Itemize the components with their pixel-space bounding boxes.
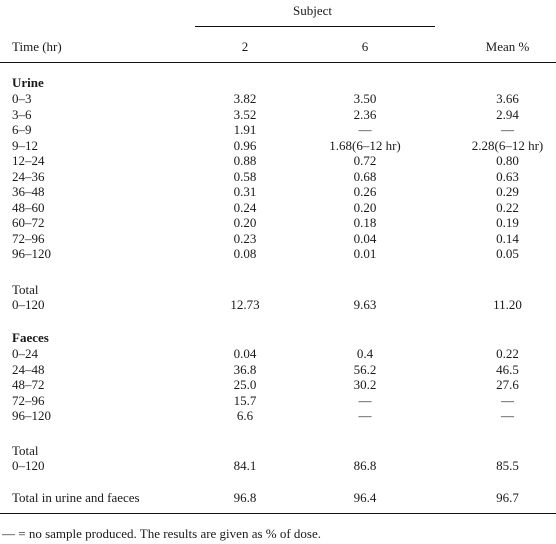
urine-row-subject-2: 3.52 <box>233 106 257 122</box>
urine-total-label: Total <box>12 282 39 297</box>
urine-row-subject-6: 0.04 <box>353 230 377 246</box>
urine-row-subject-2: 0.20 <box>233 215 257 230</box>
faeces-row-mean: 46.5 <box>496 361 519 377</box>
urine-row-mean: 0.80 <box>496 153 519 168</box>
urine-row-subject-6: 0.26 <box>353 184 377 199</box>
faeces-row-subject-6: 30.2 <box>353 377 377 392</box>
grand-total-label: Total in urine and faeces <box>12 490 140 505</box>
urine-row-mean: 0.29 <box>496 184 519 199</box>
urine-row-time: 9–12 <box>12 137 38 153</box>
urine-row-mean: 0.14 <box>496 230 519 246</box>
grand-total-s6: 96.4 <box>353 490 377 505</box>
urine-total-s2: 12.73 <box>230 297 260 312</box>
col-header-mean: Mean % <box>485 39 530 54</box>
faeces-row-subject-6: 56.2 <box>353 361 377 377</box>
faeces-row-subject-6: — <box>358 392 372 408</box>
urine-row-mean: 0.63 <box>496 168 519 184</box>
urine-row-time: 48–60 <box>12 199 45 215</box>
table-footnote: — = no sample produced. The results are given as % of dose. <box>2 526 322 541</box>
faeces-row-subject-2: 0.04 <box>233 346 257 361</box>
urine-row-mean: 2.28(6–12 hr) <box>471 137 544 153</box>
faeces-total-s2: 84.1 <box>233 458 257 473</box>
urine-row-subject-2: 0.31 <box>233 184 257 199</box>
urine-section-title: Urine <box>12 75 44 90</box>
faeces-row-subject-2: 25.0 <box>233 377 257 392</box>
urine-row-time: 3–6 <box>12 106 32 122</box>
faeces-total-time: 0–120 <box>12 458 45 473</box>
faeces-row-time: 0–24 <box>12 346 38 361</box>
urine-row-time: 6–9 <box>12 122 32 137</box>
col-header-subject-6: 6 <box>361 39 369 54</box>
faeces-row-subject-2: 6.6 <box>236 408 254 423</box>
urine-row-subject-6: 1.68(6–12 hr) <box>329 137 401 153</box>
urine-total-time: 0–120 <box>12 297 45 312</box>
urine-row-subject-2: 1.91 <box>233 122 257 137</box>
urine-row-subject-6: — <box>358 122 372 137</box>
faeces-row-subject-6: — <box>358 408 372 423</box>
faeces-row-time: 48–72 <box>12 377 45 392</box>
urine-row-subject-6: 0.72 <box>353 153 377 168</box>
urine-row-subject-2: 0.58 <box>233 168 257 184</box>
urine-row-subject-2: 0.08 <box>233 246 257 261</box>
subject-rule <box>195 26 435 27</box>
urine-row-subject-6: 0.18 <box>353 215 377 230</box>
urine-row-subject-2: 0.24 <box>233 199 257 215</box>
urine-row-time: 24–36 <box>12 168 45 184</box>
faeces-total-label: Total <box>12 443 39 458</box>
urine-row-subject-2: 3.82 <box>233 91 257 106</box>
urine-row-subject-6: 3.50 <box>353 91 377 106</box>
urine-row-mean: — <box>501 122 514 137</box>
urine-row-time: 0–3 <box>12 91 32 106</box>
urine-row-subject-6: 0.01 <box>353 246 377 261</box>
faeces-total-s6: 86.8 <box>353 458 377 473</box>
faeces-row-time: 96–120 <box>12 408 51 423</box>
urine-row-time: 36–48 <box>12 184 45 199</box>
urine-row-mean: 0.22 <box>496 199 519 215</box>
urine-row-subject-6: 2.36 <box>353 106 377 122</box>
faeces-row-mean: — <box>501 392 514 408</box>
header-rule <box>0 62 556 63</box>
faeces-section-title: Faeces <box>12 330 49 345</box>
col-header-subject-2: 2 <box>241 39 249 54</box>
faeces-row-subject-6: 0.4 <box>356 346 374 361</box>
urine-total-s6: 9.63 <box>353 297 377 312</box>
grand-total-s2: 96.8 <box>233 490 257 505</box>
urine-row-mean: 2.94 <box>496 106 519 122</box>
faeces-row-mean: 0.22 <box>496 346 519 361</box>
urine-row-time: 12–24 <box>12 153 45 168</box>
bottom-rule <box>0 513 556 514</box>
faeces-row-time: 24–48 <box>12 361 45 377</box>
faeces-total-mean: 85.5 <box>496 458 519 473</box>
urine-row-mean: 3.66 <box>496 91 519 106</box>
urine-row-subject-6: 0.20 <box>353 199 377 215</box>
urine-row-subject-2: 0.23 <box>233 230 257 246</box>
subject-group-header: Subject <box>293 3 332 18</box>
urine-row-subject-2: 0.88 <box>233 153 257 168</box>
faeces-row-mean: 27.6 <box>496 377 519 392</box>
urine-row-subject-6: 0.68 <box>353 168 377 184</box>
faeces-row-time: 72–96 <box>12 392 45 408</box>
urine-row-time: 60–72 <box>12 215 45 230</box>
urine-row-mean: 0.19 <box>496 215 519 230</box>
col-header-time: Time (hr) <box>12 39 62 54</box>
faeces-row-subject-2: 15.7 <box>233 392 257 408</box>
urine-row-mean: 0.05 <box>496 246 519 261</box>
urine-row-subject-2: 0.96 <box>233 137 257 153</box>
faeces-row-mean: — <box>501 408 514 423</box>
urine-row-time: 96–120 <box>12 246 51 261</box>
urine-total-mean: 11.20 <box>493 297 522 312</box>
grand-total-mean: 96.7 <box>496 490 519 505</box>
faeces-row-subject-2: 36.8 <box>233 361 257 377</box>
urine-row-time: 72–96 <box>12 230 45 246</box>
